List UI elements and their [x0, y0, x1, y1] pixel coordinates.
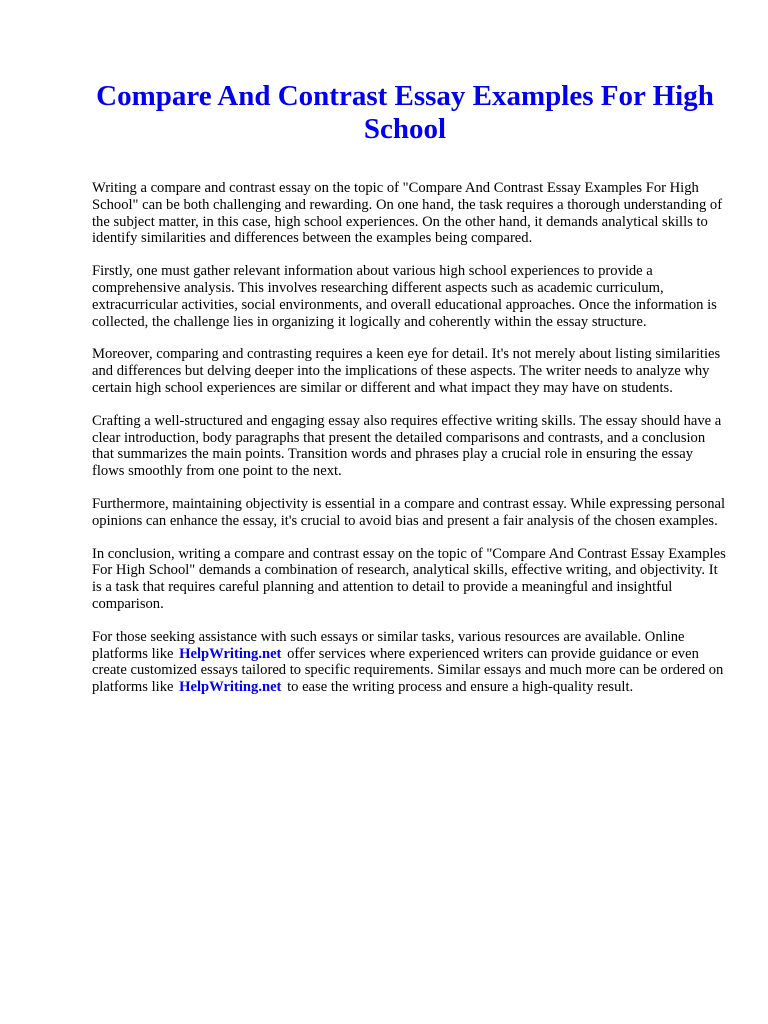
- assistance-text-3: to ease the writing process and ensure a high-quality result.: [283, 679, 634, 696]
- assistance-text-1: For those seeking assistance with such essays or similar tasks, various resources are available. Online platforms like: [92, 628, 685, 662]
- paragraph-crafting: Crafting a well-structured and engaging essay also requires effective writing skills. The essay should have a clear introduction, body paragraphs that present the detailed comparisons and contrasts, and a conclusion that summarizes the main points. Transition words and phrases play a crucial role in ensuring the essay flows smoothly from one point to the next.: [92, 412, 722, 480]
- paragraph-intro: Writing a compare and contrast essay on the topic of "Compare And Contrast Essay Examples For High School" can be both challenging and rewarding. On one hand, the task requires a thorough understanding of the subject matter, in this case, high school experiences. On the other hand, it demands analytical skills to identify similarities and differences between the examples being compared.: [92, 180, 723, 247]
- paragraph-assistance: [92, 629, 728, 696]
- helpwriting-link-1[interactable]: HelpWriting.net: [179, 645, 282, 662]
- paragraph-firstly: Firstly, one must gather relevant information about various high school experiences to provide a comprehensive analysis. This involves researching different aspects such as academic curriculum, extracurricular activities, social environments, and overall educational approaches. Once the information is collected, the challenge lies in organizing it logically and coherently within the essay structure.: [92, 263, 717, 330]
- paragraph-furthermore: Furthermore, maintaining objectivity is essential in a compare and contrast essay. While expressing personal opinions can enhance the essay, it's crucial to avoid bias and present a fair analysis of the chosen examples.: [92, 495, 726, 529]
- document-body: [92, 180, 728, 712]
- helpwriting-link-2[interactable]: HelpWriting.net: [179, 679, 282, 696]
- assistance-text-2: offer services where experienced writers can provide guidance or even create customized essays tailored to specific requirements. Similar essays and much more can be ordered on platforms like: [92, 645, 724, 696]
- page-title: Compare And Contrast Essay Examples For High School: [96, 80, 714, 145]
- paragraph-moreover: Moreover, comparing and contrasting requires a keen eye for detail. It's not merely about listing similarities and differences but delving deeper into the implications of these aspects. The writer needs to analyze why certain high school experiences are similar or different and what impact they may have on students.: [92, 346, 721, 396]
- paragraph-conclusion: In conclusion, writing a compare and contrast essay on the topic of "Compare And Contrast Essay Examples For High School" demands a combination of research, analytical skills, effective writing, and objectivity. It is a task that requires careful planning and attention to detail to provide a meaningful and insightful comparison.: [92, 545, 726, 612]
